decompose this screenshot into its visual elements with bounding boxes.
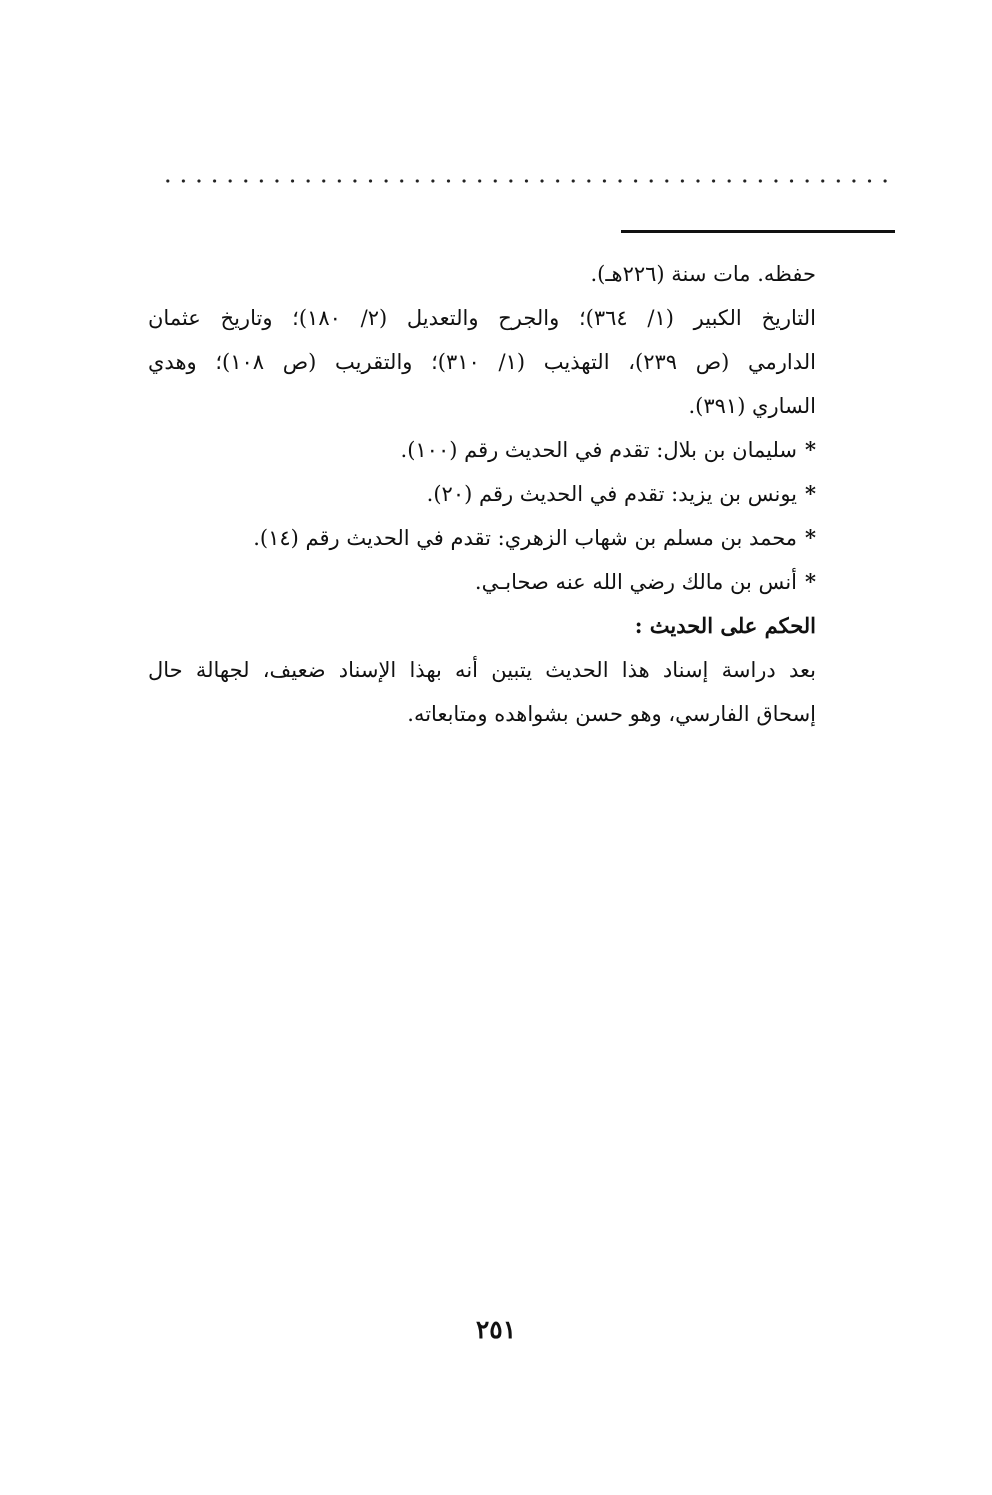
references-line-3: الساري (٣٩١). <box>688 394 816 418</box>
bullet-text: أنس بن مالك رضي الله عنه صحابـي. <box>474 570 798 594</box>
list-item <box>148 516 816 560</box>
footnote-rule <box>621 230 895 233</box>
paragraph-death-note: حفظه. مات سنة (٢٢٦هـ). <box>590 262 816 286</box>
list-item <box>148 560 816 604</box>
bullet-text: سليمان بن بلال: تقدم في الحديث رقم (١٠٠). <box>400 438 798 462</box>
references-line-2: الدارمي (ص ٢٣٩)، التهذيب (١/ ٣١٠)؛ والتقريب (ص ١٠٨)؛ وهدي <box>148 350 816 374</box>
list-item <box>148 472 816 516</box>
bullet-text: يونس بن يزيد: تقدم في الحديث رقم (٢٠). <box>426 482 798 506</box>
bullet-text: محمد بن مسلم بن شهاب الزهري: تقدم في الحديث رقم (١٤). <box>253 526 798 550</box>
bullet-star-icon: * <box>805 481 816 506</box>
section-heading: الحكم على الحديث : <box>634 613 816 638</box>
bullet-star-icon: * <box>805 525 816 550</box>
ruling-line-2: إسحاق الفارسي، وهو حسن بشواهده ومتابعاته. <box>407 702 816 726</box>
list-item <box>148 428 816 472</box>
ruling-line-1: بعد دراسة إسناد هذا الحديث يتبين أنه بهذا الإسناد ضعيف، لجهالة حال <box>148 658 816 682</box>
bullet-star-icon: * <box>805 437 816 462</box>
dotted-separator <box>160 178 896 184</box>
page-body <box>148 252 816 736</box>
bullet-star-icon: * <box>805 569 816 594</box>
page-number: ٢٥١ <box>475 1315 517 1344</box>
references-line-1: التاريخ الكبير (١/ ٣٦٤)؛ والجرح والتعديل (٢/ ١٨٠)؛ وتاريخ عثمان <box>148 306 816 330</box>
